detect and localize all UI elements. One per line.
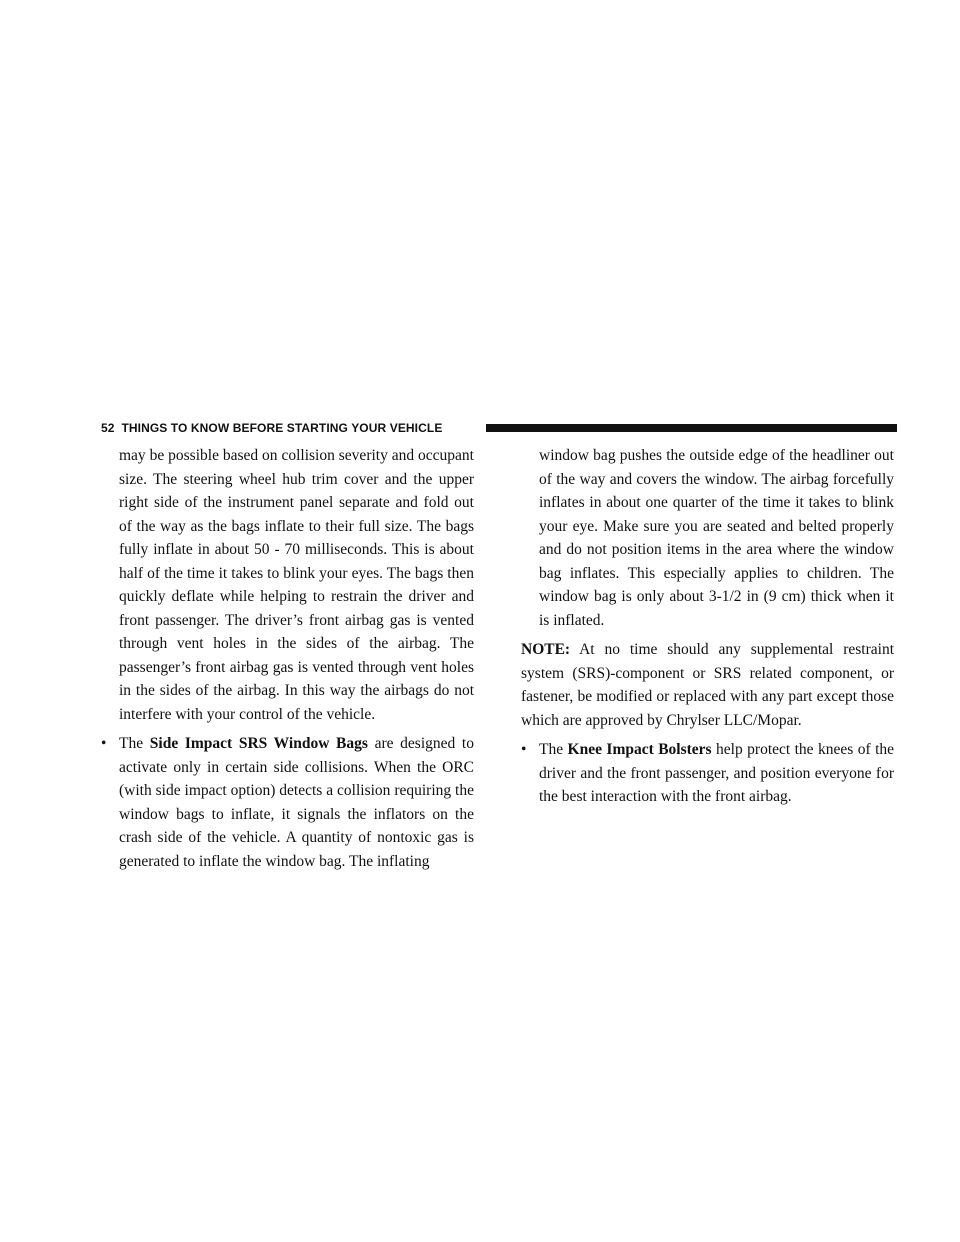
bullet-term: Side Impact SRS Window Bags: [149, 735, 368, 752]
note-label: NOTE:: [521, 641, 571, 658]
bullet-lead: The: [539, 741, 568, 758]
bullet-term: Knee Impact Bolsters: [567, 741, 712, 758]
list-item-window-bags: [101, 732, 474, 873]
bullet-text: help protect the knees of the driver and the front passenger, and position everyone for the best interaction with the front airbag.: [539, 741, 895, 805]
section-title: THINGS TO KNOW BEFORE STARTING YOUR VEHICLE: [121, 421, 443, 435]
left-column: [101, 444, 474, 873]
intro-paragraph: may be possible based on collision severity and occupant size. The steering wheel hub trim cover and the upper right side of the instrument panel separate and fold out of the way as the bags inflate to their full size. The bags fully inflate in about 50 - 70 milliseconds. This is about half of the time it takes to blink your eyes. The bags then quickly deflate while helping to restrain the driver and front passenger. The driver’s front airbag gas is vented through vent holes in the sides of the airbag. The passenger’s front airbag gas is vented through vent holes in the sides of the airbag. In this way the airbags do not interfere with your control of the vehicle.: [119, 447, 474, 723]
header-rule: [486, 424, 897, 432]
right-column: [521, 444, 894, 809]
bullet-text: are designed to activate only in certain side collisions. When the ORC (with side impact option) detects a collision requiring the window bags to inflate, it signals the inflators on the crash side of the vehicle. A quantity of nontoxic gas is generated to inflate the window bag. The inflating: [119, 735, 474, 870]
note-text: At no time should any supplemental restraint system (SRS)-component or SRS related component, or fastener, be modified or replaced with any part except those which are approved by Chrylser LLC/Mopar.: [521, 641, 894, 729]
running-header: [101, 419, 897, 437]
page-number: 52: [101, 421, 115, 435]
header-label: [101, 420, 442, 436]
note-paragraph: [521, 638, 894, 732]
bullet-symbol: •: [101, 735, 107, 752]
list-item-knee-bolsters: [521, 738, 894, 809]
continuation-paragraph: window bag pushes the outside edge of the headliner out of the way and covers the window. The airbag forcefully inflates in about one quarter of the time it takes to blink your eye. Make sure you are seated and belted properly and do not position items in the area where the window bag inflates. This especially applies to children. The window bag is only about 3-1/2 in (9 cm) thick when it is inflated.: [539, 447, 894, 629]
bullet-symbol: •: [521, 741, 527, 758]
bullet-lead: The: [119, 735, 150, 752]
